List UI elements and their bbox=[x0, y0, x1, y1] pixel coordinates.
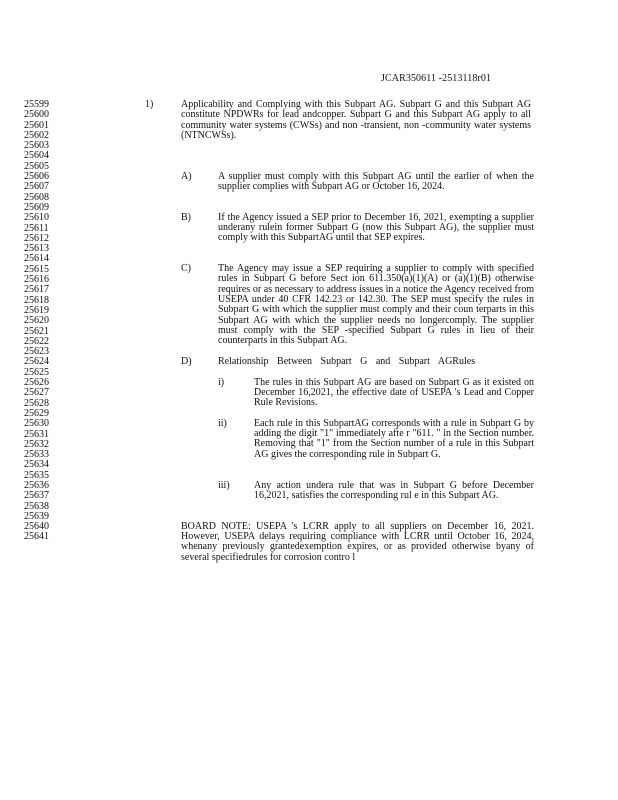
line-number: 25626 bbox=[24, 377, 49, 389]
line-number: 25608 bbox=[24, 191, 49, 203]
line-number: 25613 bbox=[24, 243, 49, 255]
line-number: 25622 bbox=[24, 335, 49, 347]
paragraph-C-label: C) bbox=[181, 263, 191, 275]
line-number: 25639 bbox=[24, 510, 49, 522]
line-number: 25621 bbox=[24, 325, 49, 337]
paragraph-iii-text: Any action undera rule that was in Subpart G before December 16,2021, satisfies the corresponding rul e in this Subpart AG. bbox=[254, 479, 534, 501]
line-number: 25620 bbox=[24, 315, 49, 327]
line-number: 25623 bbox=[24, 346, 49, 358]
paragraph-i-text: The rules in this Subpart AG are based on Subpart G as it existed on December 16,2021, the effective date of USEPA 's Lead and Copper Rule Revisions. bbox=[254, 376, 534, 409]
line-number: 25603 bbox=[24, 140, 49, 152]
paragraph-ii-label: ii) bbox=[218, 417, 227, 429]
line-number: 25631 bbox=[24, 428, 49, 440]
paragraph-1-text: Applicability and Complying with this Subpart AG. Subpart G and this Subpart AG constitute NPDWRs for lead andcopper. Subpart G and this Subpart AG apply to all community water systems (CWSs) and non -transient, non -community water systems (NTNCWSs). bbox=[181, 99, 531, 141]
paragraph-D-text: Relationship Between Subpart G and Subpart AGRules bbox=[218, 355, 476, 367]
paragraph-A-text: A supplier must comply with this Subpart AG until the earlier of when the supplier complies with Subpart AG or October 16, 2024. bbox=[218, 170, 534, 192]
line-number: 25610 bbox=[24, 212, 49, 224]
line-number: 25619 bbox=[24, 304, 49, 316]
line-number: 25599 bbox=[24, 99, 49, 110]
line-number: 25630 bbox=[24, 418, 49, 430]
line-number-column bbox=[24, 100, 64, 543]
paragraph-C-text: The Agency may issue a SEP requiring a supplier to comply with specified rules in Subpart G before Sect ion 611.350(a)(1)(A) or (a)(1)(B) otherwise requires or as necessary to address issues in a notice the Agency received from USEPA under 40 CFR 142.23 or 142.30. The SEP must specify the rules in Subpart G with which the supplier must comply and their coun terparts in this Subpart AG with which the supplier needs no longercomply. The supplier must comply with the SEP -specified Subpart G rules in lieu of their counterparts in this Subpart AG. bbox=[218, 263, 534, 347]
line-number: 25638 bbox=[24, 500, 49, 512]
line-number: 25617 bbox=[24, 284, 49, 296]
line-number: 25609 bbox=[24, 201, 49, 213]
line-number: 25604 bbox=[24, 150, 49, 162]
document-id: JCAR350611 -2513118r01 bbox=[381, 73, 492, 84]
line-number: 25602 bbox=[24, 129, 49, 141]
line-number: 25641 bbox=[24, 531, 49, 543]
line-number: 25634 bbox=[24, 459, 49, 471]
paragraph-B-text: If the Agency issued a SEP prior to December 16, 2021, exempting a supplier underany rulein former Subpart G (now this Subpart AG), the supplier must comply with this SubpartAG until that SEP expires. bbox=[218, 211, 534, 244]
line-number: 25629 bbox=[24, 407, 49, 419]
line-number: 25615 bbox=[24, 263, 49, 275]
paragraph-i-label: i) bbox=[218, 376, 225, 388]
line-number: 25611 bbox=[24, 222, 49, 234]
line-number: 25614 bbox=[24, 253, 49, 265]
board-note-text: BOARD NOTE: USEPA 's LCRR apply to all suppliers on December 16, 2021. However, USEPA delays requiring compliance with LCRR until October 16, 2024, whenany previously grantedexemption expires, or as provided otherwise byany of several specifiedrules for corrosion contro l bbox=[181, 520, 534, 563]
paragraph-D-label: D) bbox=[181, 355, 192, 367]
paragraph-1-label: 1) bbox=[145, 99, 154, 110]
line-number: 25624 bbox=[24, 356, 49, 368]
line-number: 25600 bbox=[24, 109, 49, 121]
line-number: 25605 bbox=[24, 160, 49, 172]
line-number: 25607 bbox=[24, 181, 49, 193]
line-number: 25628 bbox=[24, 397, 49, 409]
line-number: 25606 bbox=[24, 171, 49, 183]
paragraph-iii-label: iii) bbox=[218, 479, 230, 491]
line-number: 25618 bbox=[24, 294, 49, 306]
line-number: 25635 bbox=[24, 469, 49, 481]
paragraph-B-label: B) bbox=[181, 211, 191, 223]
line-number: 25625 bbox=[24, 366, 49, 378]
line-number: 25632 bbox=[24, 438, 49, 450]
line-number: 25633 bbox=[24, 449, 49, 461]
line-number: 25636 bbox=[24, 479, 49, 491]
line-number: 25612 bbox=[24, 232, 49, 244]
line-number: 25616 bbox=[24, 274, 49, 286]
line-number: 25601 bbox=[24, 119, 49, 131]
line-number: 25627 bbox=[24, 387, 49, 399]
line-number: 25640 bbox=[24, 521, 49, 533]
paragraph-A-label: A) bbox=[181, 170, 192, 182]
paragraph-ii-text: Each rule in this SubpartAG corresponds with a rule in Subpart G by adding the digit "1" immediately afte r "611. " in the Section number. Removing that "1" from the Section number of a rule in this Subpart AG gives the corresponding rule in Subpart G. bbox=[254, 417, 534, 460]
line-number: 25637 bbox=[24, 490, 49, 502]
